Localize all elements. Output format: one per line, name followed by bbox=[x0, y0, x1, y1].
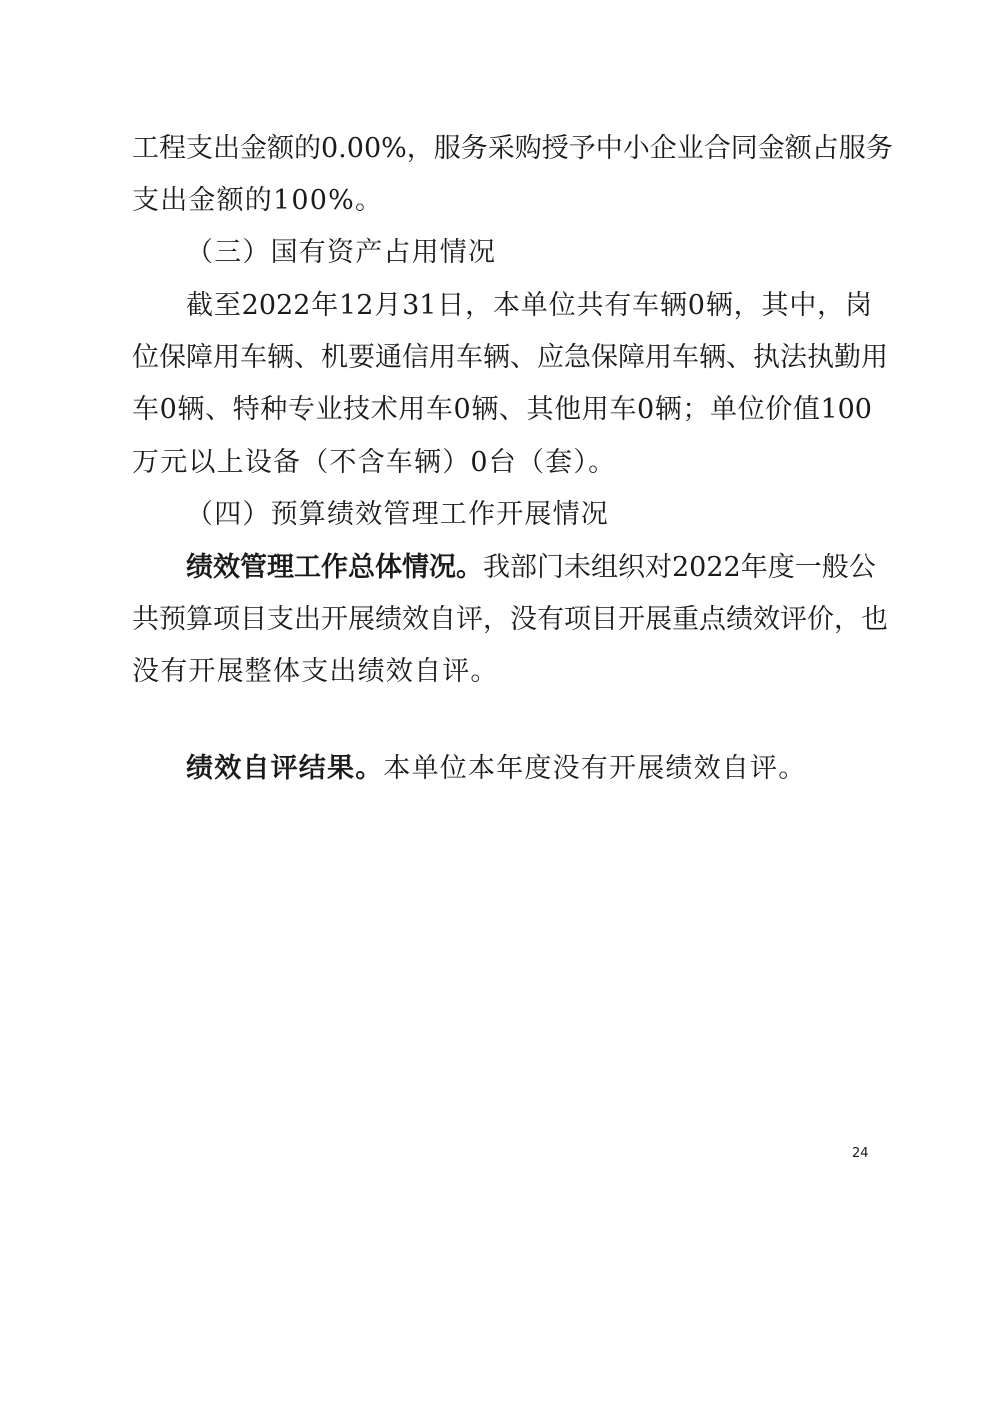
body-text-line: 没有开展整体支出绩效自评。 bbox=[132, 656, 499, 687]
paragraph-lead-text: 绩效管理工作总体情况。 bbox=[186, 552, 483, 583]
body-text-line: 支出金额的100%。 bbox=[132, 185, 384, 216]
section-heading-performance: （四）预算绩效管理工作开展情况 bbox=[186, 499, 609, 530]
body-text-line: 工程支出金额的0.00%，服务采购授予中小企业合同金额占服务 bbox=[132, 133, 893, 164]
page-number: 24 bbox=[852, 1146, 869, 1161]
body-text-line: 万元以上设备（不含车辆）0台（套）。 bbox=[132, 447, 617, 478]
section-heading-assets: （三）国有资产占用情况 bbox=[186, 237, 497, 268]
body-text-line: 截至2022年12月31日，本单位共有车辆0辆，其中，岗 bbox=[186, 290, 872, 321]
paragraph-first-line bbox=[186, 752, 806, 786]
paragraph-first-line bbox=[186, 551, 876, 585]
paragraph-text: 我部门未组织对2022年度一般公 bbox=[483, 552, 876, 583]
body-text-line: 位保障用车辆、机要通信用车辆、应急保障用车辆、执法执勤用 bbox=[132, 342, 888, 373]
body-text-line: 车0辆、特种专业技术用车0辆、其他用车0辆；单位价值100 bbox=[132, 394, 872, 425]
body-text-line: 共预算项目支出开展绩效自评，没有项目开展重点绩效评价，也 bbox=[132, 604, 888, 635]
paragraph-text: 本单位本年度没有开展绩效自评。 bbox=[383, 753, 807, 784]
paragraph-lead-text: 绩效自评结果。 bbox=[186, 753, 384, 784]
